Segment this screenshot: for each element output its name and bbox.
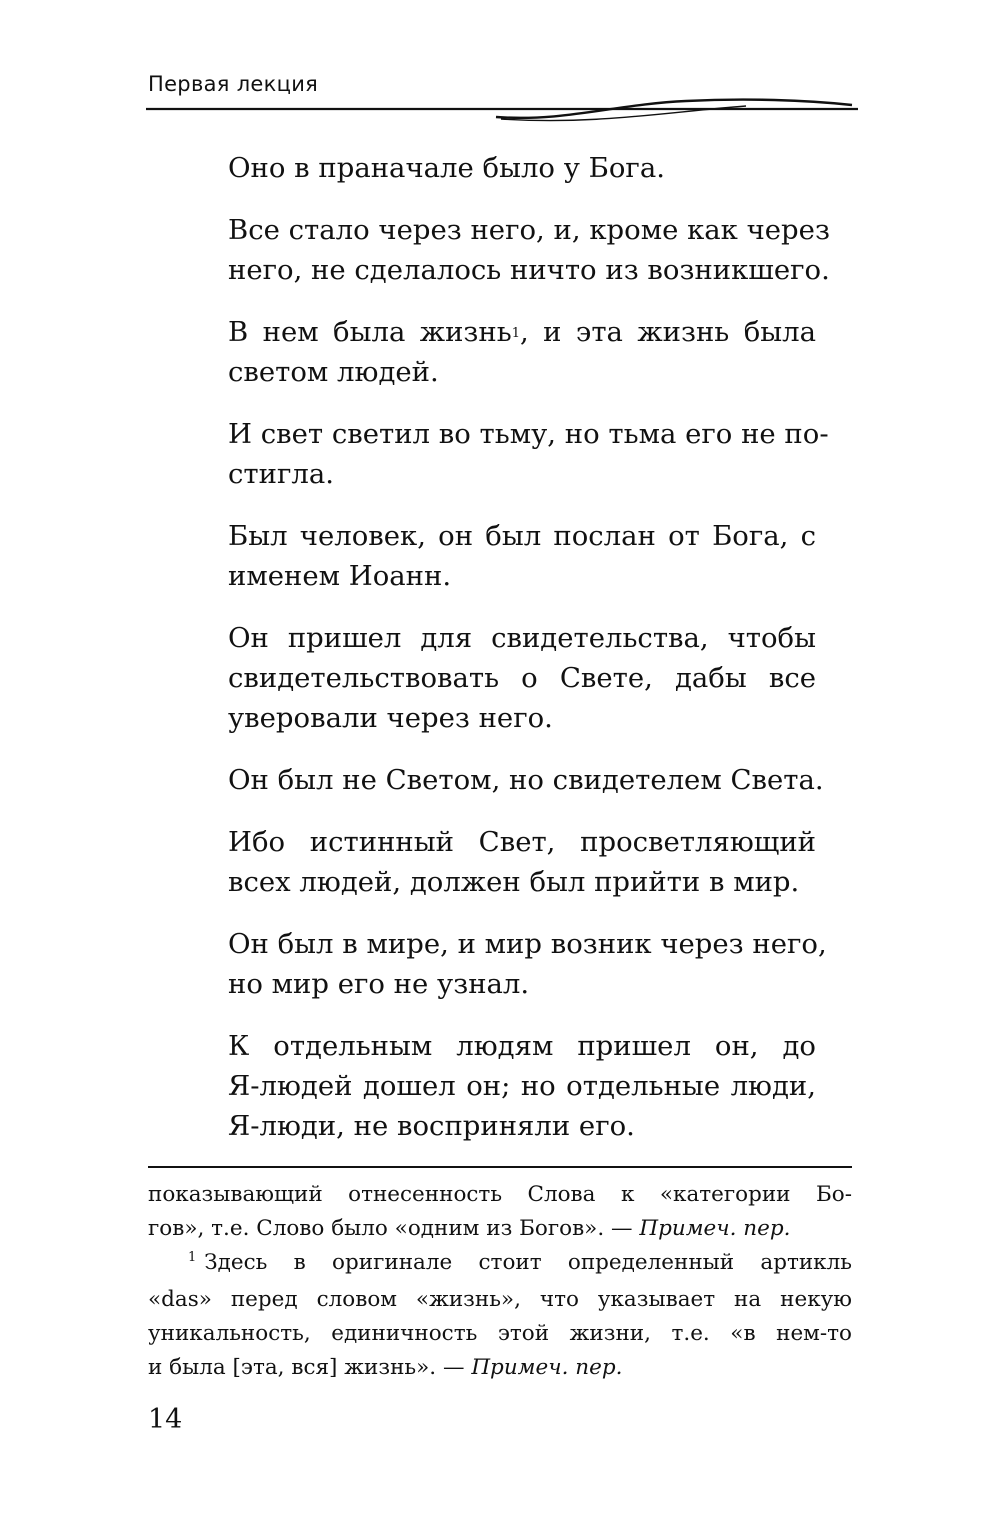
- verse-line: всех людей, должен был прийти в мир.: [228, 866, 800, 898]
- page-number: 14: [148, 1404, 183, 1435]
- footnote-reference: 1: [511, 326, 520, 341]
- verse-line: Он был в мире, и мир возник через него,: [228, 928, 827, 960]
- verse-line: Был человек, он был послан от Бога, с: [228, 520, 816, 552]
- verse-line: Он пришел для свидетельства, чтобы: [228, 622, 816, 654]
- verse-4: [228, 414, 829, 494]
- footnote-text: гов», т.е. Слово было «одним из Богов». —: [148, 1216, 633, 1241]
- verse-line: Я-людей дошел он; но отдельные люди,: [228, 1070, 816, 1102]
- footnote-line: [148, 1246, 852, 1283]
- verse-line: Все стало через него, и, кроме как через: [228, 214, 830, 246]
- footnote-line: «das» перед словом «жизнь», что указывает на некую: [148, 1287, 852, 1312]
- verse-text: В нем была жизнь: [228, 316, 512, 348]
- footnote-text: и была [эта, вся] жизнь». —: [148, 1355, 465, 1380]
- verse-6: [228, 618, 816, 738]
- footnote-separator: [148, 1166, 852, 1168]
- verse-line: светом людей.: [228, 356, 439, 388]
- footnote-line: [148, 1351, 852, 1385]
- verse-9: [228, 924, 827, 1004]
- verse-3: [228, 312, 816, 392]
- footnote-line: показывающий отнесенность Слова к «категории Бо-: [148, 1182, 852, 1207]
- verse-text: , и эта жизнь была: [520, 316, 817, 348]
- running-head: Первая лекция: [148, 72, 319, 96]
- verse-line: К отдельным людям пришел он, до: [228, 1030, 816, 1062]
- verse-line: уверовали через него.: [228, 702, 553, 734]
- translator-note: Примеч. пер.: [639, 1216, 791, 1241]
- verse-line: И свет светил во тьму, но тьма его не по-: [228, 418, 829, 450]
- verse-line: свидетельствовать о Свете, дабы все: [228, 662, 816, 694]
- verse-line: стигла.: [228, 458, 334, 490]
- verse-5: [228, 516, 816, 596]
- translator-note: Примеч. пер.: [471, 1355, 623, 1380]
- verse-block: [228, 148, 830, 1168]
- verse-line: но мир его не узнал.: [228, 968, 530, 1000]
- verse-10: [228, 1026, 816, 1146]
- footnote-line: [148, 1212, 852, 1246]
- verse-line: [228, 312, 816, 352]
- verse-line: него, не сделалось ничто из возникшего.: [228, 254, 830, 286]
- verse-line: Ибо истинный Свет, просветляющий: [228, 826, 816, 858]
- verse-line: Он был не Светом, но свидетелем Света.: [228, 764, 824, 796]
- verse-1: [228, 148, 816, 188]
- verse-line: Оно в праначале было у Бога.: [228, 152, 665, 184]
- footnote-line: уникальность, единичность этой жизни, т.е. «в нем-то: [148, 1321, 852, 1346]
- footnote-text: Здесь в оригинале стоит определенный артикль: [204, 1250, 852, 1275]
- verse-7: [228, 760, 824, 800]
- header-swash-rule: [146, 92, 858, 126]
- verse-line: Я-люди, не восприняли его.: [228, 1110, 635, 1142]
- verse-line: именем Иоанн.: [228, 560, 452, 592]
- footnote-number: 1: [188, 1250, 197, 1265]
- verse-2: [228, 210, 830, 290]
- footnotes: [148, 1178, 852, 1385]
- verse-8: [228, 822, 816, 902]
